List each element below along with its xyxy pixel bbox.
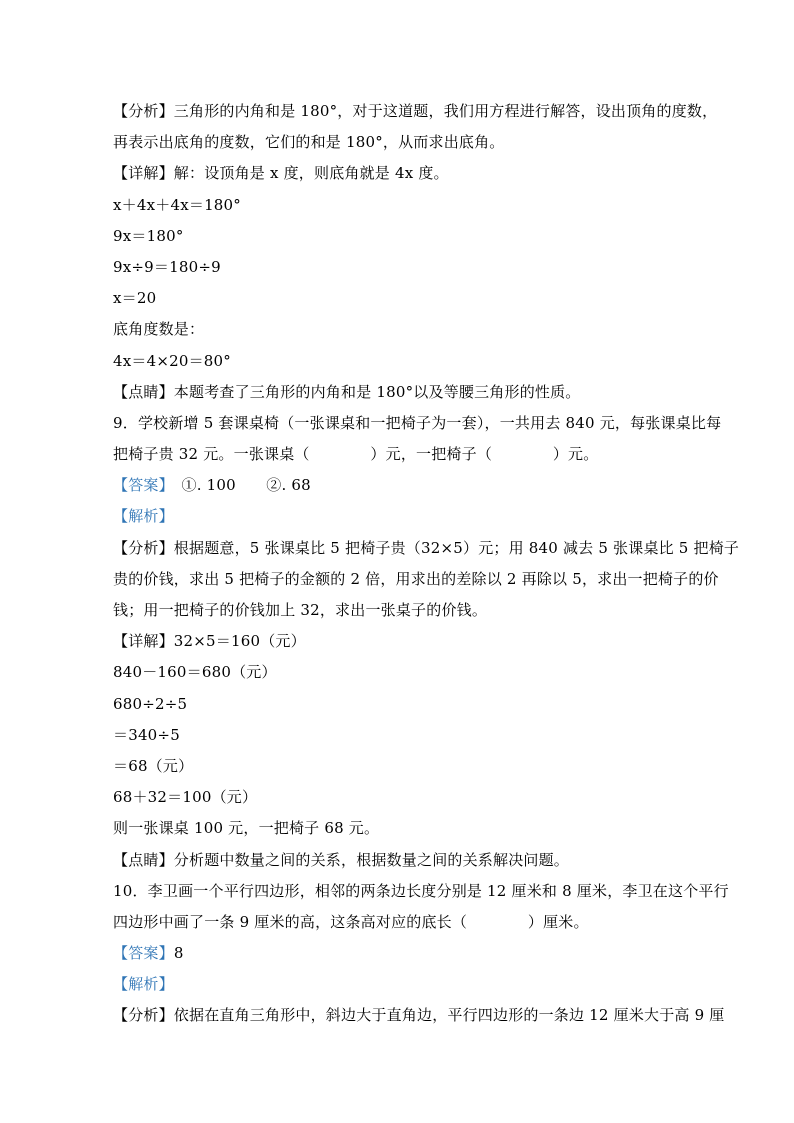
- q8-equation-1: [113, 190, 713, 221]
- q9-answer: [113, 470, 713, 501]
- text-run: ＝340÷5: [113, 725, 180, 744]
- text-run: 840－160＝680（元）: [113, 663, 277, 682]
- text-run: 【分析】依据在直角三角形中，斜边大于直角边，平行四边形的一条边 12 厘米大于高 9 厘: [113, 1006, 725, 1025]
- q8-equation-2: [113, 221, 713, 252]
- text-run: 4x＝4×20＝80°: [113, 351, 231, 370]
- q9-solution-step-6: [113, 782, 713, 813]
- text-run: 【详解】32×5＝160（元）: [113, 632, 306, 651]
- q10-answer: [113, 938, 713, 969]
- q8-equation-5: [113, 346, 713, 377]
- text-run: 钱；用一把椅子的价钱加上 32，求出一张桌子的价钱。: [113, 601, 488, 619]
- q10-analysis-line-1: [113, 1000, 725, 1031]
- text-run: ＝68（元）: [113, 756, 194, 775]
- q10-question-line-1: [113, 876, 729, 907]
- text-run: 贵的价钱，求出 5 把椅子的金额的 2 倍，用求出的差除以 2 再除以 5，求出一把椅子的价: [113, 569, 719, 588]
- q8-summary: [113, 377, 713, 408]
- text-run: 9x÷9＝180÷9: [113, 257, 221, 276]
- text-run: 再表示出底角的度数，它们的和是 180°，从而求出底角。: [113, 133, 505, 152]
- text-run: 把椅子贵 32 元。一张课桌（ ）元，一把椅子（ ）元。: [113, 445, 599, 464]
- q9-solution-step-1: [113, 626, 713, 657]
- q8-base-angle-label: [113, 314, 713, 345]
- text-run: 四边形中画了一条 9 厘米的高，这条高对应的底长（ ）厘米。: [113, 912, 589, 931]
- q8-equation-3: [113, 252, 713, 283]
- q8-solution-intro: [113, 158, 713, 189]
- text-run: 【点睛】本题考查了三角形的内角和是 180°以及等腰三角形的性质。: [113, 382, 581, 401]
- text-run: 【详解】解：设顶角是 x 度，则底角就是 4x 度。: [113, 164, 449, 183]
- text-run: ①. 100 ②. 68: [166, 476, 311, 495]
- q9-analysis-line-2: [113, 564, 719, 595]
- q9-question-line-2: [113, 439, 713, 470]
- q9-solution-step-3: [113, 689, 713, 720]
- q10-explanation-label: [113, 969, 713, 1000]
- q10-question-line-2: [113, 907, 713, 938]
- text-run: 8: [173, 944, 184, 963]
- text-run: 【分析】根据题意，5 张课桌比 5 把椅子贵（32×5）元；用 840 减去 5 张课桌比 5 把椅子: [113, 538, 740, 557]
- text-run: 则一张课桌 100 元，一把椅子 68 元。: [113, 819, 380, 838]
- q9-analysis-line-1: [113, 533, 740, 564]
- q9-analysis-line-3: [113, 595, 713, 626]
- text-run: 680÷2÷5: [113, 694, 188, 713]
- text-run: 底角度数是：: [113, 320, 205, 339]
- q8-equation-4: [113, 283, 713, 314]
- section-label: 【答案】: [113, 476, 167, 495]
- text-run: 68＋32＝100（元）: [113, 788, 258, 807]
- text-run: 【点睛】分析题中数量之间的关系，根据数量之间的关系解决问题。: [113, 850, 570, 869]
- text-run: 9．学校新增 5 套课桌椅（一张课桌和一把椅子为一套），一共用去 840 元，每张课桌比每: [113, 413, 722, 432]
- q9-solution-step-2: [113, 657, 713, 688]
- q8-analysis-line-1: [113, 96, 718, 127]
- q9-solution-step-4: [113, 720, 713, 751]
- q9-explanation-label: [113, 501, 713, 532]
- q9-conclusion: [113, 813, 713, 844]
- q9-solution-step-5: [113, 751, 713, 782]
- text-run: x＋4x＋4x＝180°: [113, 195, 241, 214]
- text-run: 【分析】三角形的内角和是 180°，对于这道题，我们用方程进行解答，设出顶角的度数，: [113, 102, 718, 120]
- section-label: 【解析】: [113, 975, 174, 994]
- text-run: 10．李卫画一个平行四边形，相邻的两条边长度分别是 12 厘米和 8 厘米，李卫在这个平行: [113, 881, 729, 900]
- q9-summary: [113, 845, 713, 876]
- q9-question-line-1: [113, 408, 722, 439]
- worksheet-content: [113, 96, 740, 1032]
- section-label: 【解析】: [113, 507, 174, 526]
- section-label: 【答案】: [113, 944, 174, 963]
- q8-analysis-line-2: [113, 127, 713, 158]
- text-run: x＝20: [113, 289, 157, 308]
- text-run: 9x＝180°: [113, 226, 184, 245]
